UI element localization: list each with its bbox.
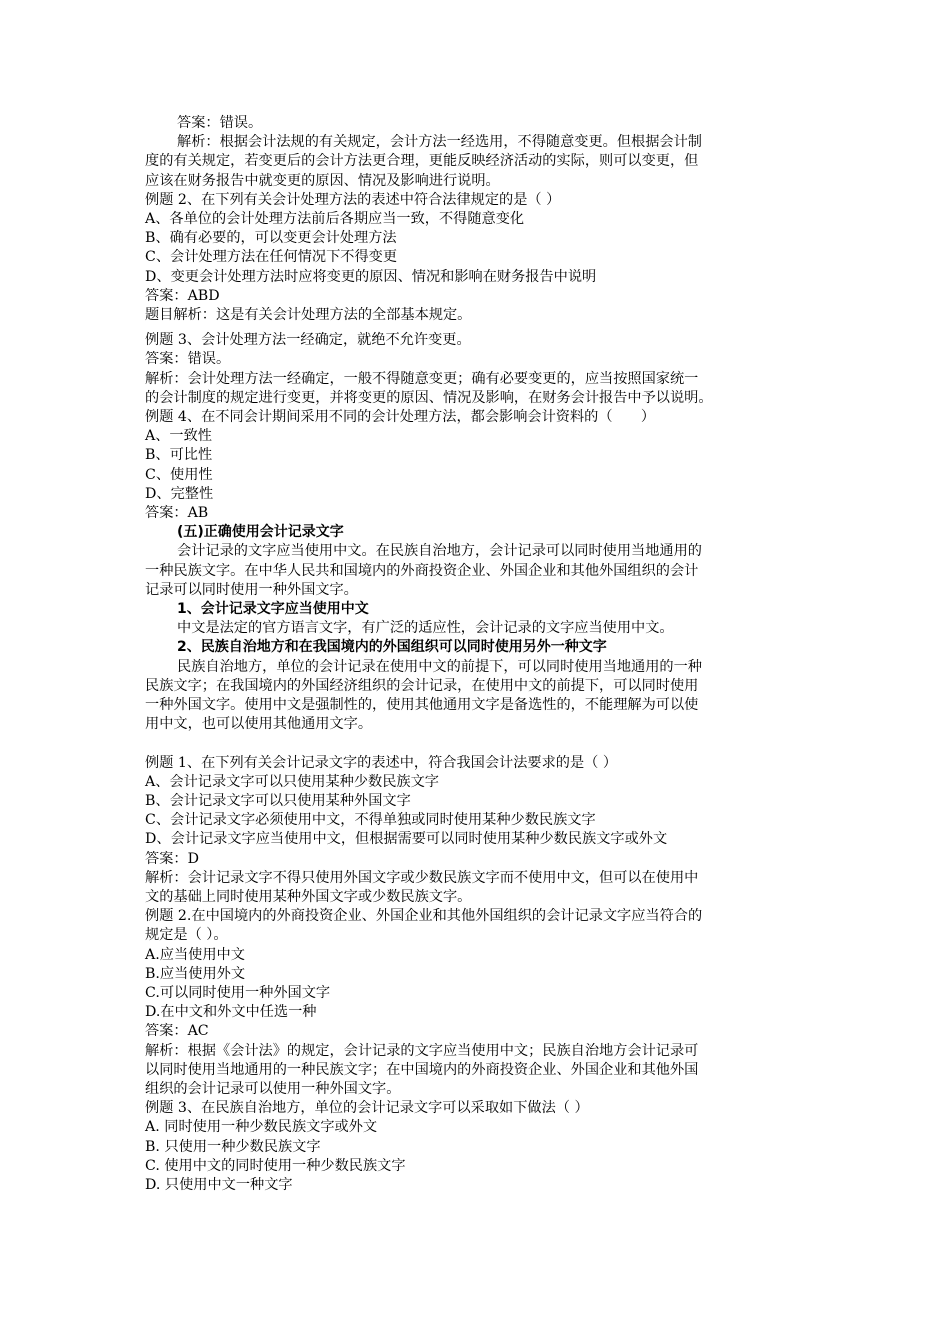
text-line: B. 只使用一种少数民族文字 xyxy=(145,1138,321,1155)
text-line: 应该在财务报告中就变更的原因、情况及影响进行说明。 xyxy=(145,172,500,189)
text-line: 题目解析：这是有关会计处理方法的全部基本规定。 xyxy=(145,307,472,324)
text-line: 民族自治地方，单位的会计记录在使用中文的前提下，可以同时使用当地通用的一种 xyxy=(177,658,702,675)
text-line: C. 使用中文的同时使用一种少数民族文字 xyxy=(145,1157,406,1174)
text-line: 解析：会计处理方法一经确定，一般不得随意变更；确有必要变更的，应当按照国家统一 xyxy=(145,370,699,387)
text-line: 例题 2、在下列有关会计处理方法的表述中符合法律规定的是（ ） xyxy=(145,191,561,208)
text-line: 民族文字；在我国境内的外国经济组织的会计记录，在使用中文的前提下，可以同时使用 xyxy=(145,677,699,694)
text-line: A、一致性 xyxy=(145,428,212,445)
text-line: 答案：D xyxy=(145,850,199,867)
text-line: A、会计记录文字可以只使用某种少数民族文字 xyxy=(145,773,439,790)
text-line: 的会计制度的规定进行变更，并将变更的原因、情况及影响，在财务会计报告中予以说明。 xyxy=(145,389,713,406)
text-line: A. 同时使用一种少数民族文字或外文 xyxy=(145,1119,378,1136)
text-line: C、会计记录文字必须使用中文，不得单独或同时使用某种少数民族文字 xyxy=(145,812,596,829)
text-line: 答案：错误。 xyxy=(177,115,263,131)
section-heading: (五)正确使用会计记录文字 xyxy=(177,524,344,541)
text-line: 会计记录的文字应当使用中文。在民族自治地方，会计记录可以同时使用当地通用的 xyxy=(177,543,702,560)
document-page xyxy=(145,114,810,1195)
text-line: 解析：会计记录文字不得只使用外国文字或少数民族文字而不使用中文，但可以在使用中 xyxy=(145,869,699,886)
text-line: 例题 2.在中国境内的外商投资企业、外国企业和其他外国组织的会计记录文字应当符合的 xyxy=(145,908,703,925)
text-line: 答案：ABD xyxy=(145,287,220,304)
text-line: 一种外国文字。使用中文是强制性的，使用其他通用文字是备选性的，不能理解为可以使 xyxy=(145,697,699,714)
text-line: B、可比性 xyxy=(145,447,213,464)
text-line: B、会计记录文字可以只使用某种外国文字 xyxy=(145,792,411,809)
text-line: D. 只使用中文一种文字 xyxy=(145,1176,293,1193)
text-line: 以同时使用当地通用的一种民族文字；在中国境内的外商投资企业、外国企业和其他外国 xyxy=(145,1061,699,1078)
text-line: 文的基础上同时使用某种外国文字或少数民族文字。 xyxy=(145,888,472,905)
text-line: 组织的会计记录可以使用一种外国文字。 xyxy=(145,1080,401,1097)
text-line: 一种民族文字。在中华人民共和国境内的外商投资企业、外国企业和其他外国组织的会计 xyxy=(145,562,699,579)
text-line: D.在中文和外文中任选一种 xyxy=(145,1004,317,1021)
text-line: 答案：AB xyxy=(145,505,209,522)
text-line: D、完整性 xyxy=(145,485,214,502)
text-line: 答案：错误。 xyxy=(145,351,231,368)
text-line: C.可以同时使用一种外国文字 xyxy=(145,984,331,1001)
text-line: A.应当使用中文 xyxy=(145,946,245,963)
part-one xyxy=(145,114,810,523)
text-line: 答案：AC xyxy=(145,1023,209,1040)
spacer xyxy=(145,735,810,754)
section-intro xyxy=(145,542,810,600)
text-line: 规定是（ ）。 xyxy=(145,927,228,944)
text-line: 例题 3、在民族自治地方，单位的会计记录文字可以采取如下做法（ ） xyxy=(145,1100,589,1117)
text-line: 用中文，也可以使用其他通用文字。 xyxy=(145,716,373,733)
text-line: 解析：根据会计法规的有关规定，会计方法一经选用，不得随意变更。但根据会计制 xyxy=(177,134,702,151)
subsection-2-heading: 2、民族自治地方和在我国境内的外国组织可以同时使用另外一种文字 xyxy=(177,639,607,656)
text-line: 记录可以同时使用一种外国文字。 xyxy=(145,581,358,598)
text-line: 例题 3、会计处理方法一经确定，就绝不允许变更。 xyxy=(145,332,471,349)
text-line: 例题 1、在下列有关会计记录文字的表述中，符合我国会计法要求的是（ ） xyxy=(145,754,618,771)
text-line: D、变更会计处理方法时应将变更的原因、情况和影响在财务报告中说明 xyxy=(145,268,597,285)
text-line: 例题 4、在不同会计期间采用不同的会计处理方法，都会影响会计资料的（ ） xyxy=(145,409,656,426)
text-line: B、确有必要的，可以变更会计处理方法 xyxy=(145,230,397,247)
text-line: C、会计处理方法在任何情况下不得变更 xyxy=(145,249,398,266)
text-line: 解析：根据《会计法》的规定，会计记录的文字应当使用中文；民族自治地方会计记录可 xyxy=(145,1042,699,1059)
text-line: C、使用性 xyxy=(145,466,213,483)
text-line: 度的有关规定，若变更后的会计方法更合理，更能反映经济活动的实际，则可以变更，但 xyxy=(145,153,699,170)
part-two xyxy=(145,754,810,1196)
subsection-1-text: 中文是法定的官方语言文字，有广泛的适应性，会计记录的文字应当使用中文。 xyxy=(177,620,674,637)
text-line: A、各单位的会计处理方法前后各期应当一致，不得随意变化 xyxy=(145,211,525,228)
subsection-2-text xyxy=(145,658,810,735)
subsection-1-heading: 1、会计记录文字应当使用中文 xyxy=(177,601,369,618)
text-line: B.应当使用外文 xyxy=(145,965,246,982)
section-five xyxy=(145,523,810,734)
text-line: D、会计记录文字应当使用中文，但根据需要可以同时使用某种少数民族文字或外文 xyxy=(145,831,668,848)
